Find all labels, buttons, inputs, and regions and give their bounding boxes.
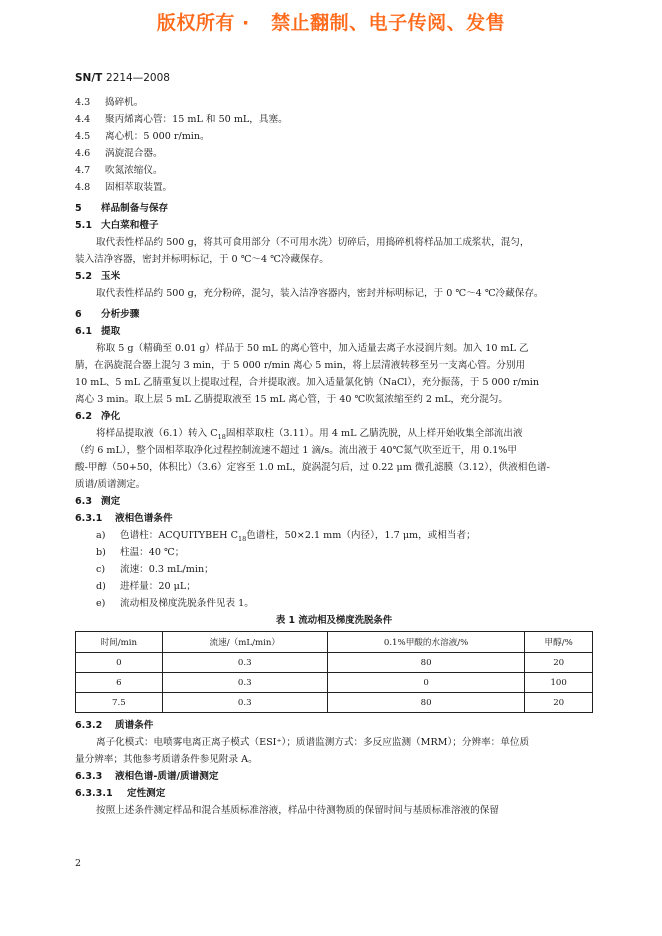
standard-header <box>75 72 170 84</box>
watermark-banner: 版权所有 · 禁止翻制、电子传阅、发售 <box>156 12 506 34</box>
table-cell: 80 <box>327 653 525 673</box>
equipment-item: 4.3 捣碎机。 <box>75 97 144 108</box>
table-cell: 0.3 <box>162 653 327 673</box>
subsection-heading: 6.3.3 液相色谱-质谱/质谱测定 <box>75 771 219 782</box>
gradient-table <box>75 631 593 713</box>
table-cell: 0 <box>327 673 525 693</box>
table-cell: 20 <box>525 653 593 673</box>
table-row <box>76 653 593 673</box>
table-cell: 7.5 <box>76 693 163 713</box>
paragraph: 按照上述条件测定样品和混合基质标准溶液，样品中待测物质的保留时间与基质标准溶液的保留 <box>96 805 499 816</box>
lc-conditions-list <box>75 527 593 612</box>
page-number: 2 <box>75 858 81 869</box>
condition-item: b) 柱温：40 ℃； <box>96 547 185 558</box>
table-cell: 0.3 <box>162 693 327 713</box>
condition-item: c) 流速：0.3 mL/min； <box>96 564 214 575</box>
table-header-cell: 时间/min <box>76 632 163 653</box>
subsection-heading: 6.3 测定 <box>75 496 121 507</box>
document-body <box>75 94 593 819</box>
equipment-list <box>75 94 593 196</box>
paragraph: 将样品提取液（6.1）转入 $C_{18}$固相萃取柱（3.11）。用 4 mL 乙腈洗脱，从上样开始收集全部流出液 （约 6 mL），整个固相萃取净化过程控制流速不超过 1 滴/s。流出液于 40℃氮气吹至近干，用 0.1%甲 酸-甲醇（50+50，体积比）（3.6）定容至 1.0 mL，旋涡混匀后，过 0.22 μm 微孔滤膜（3.12），供液相色谱- 质谱/质谱测定。 <box>75 428 550 490</box>
subsection-heading: 5.2 玉米 <box>75 271 121 282</box>
condition-item: d) 进样量：20 μL； <box>96 581 196 592</box>
table-header-cell: 流速/（mL/min） <box>162 632 327 653</box>
equipment-item: 4.7 吹氮浓缩仪。 <box>75 165 163 176</box>
condition-item: a) 色谱柱：ACQUITYBEH $C_{18}$色谱柱，50×2.1 mm（内径），1.7 μm，或相当者； <box>96 530 476 543</box>
table-cell: 100 <box>525 673 593 693</box>
table-row <box>76 673 593 693</box>
equipment-item: 4.5 离心机：5 000 r/min。 <box>75 131 210 142</box>
subsection-heading: 6.3.3.1 定性测定 <box>75 788 166 799</box>
section-heading: 6 分析步骤 <box>75 309 140 320</box>
equipment-item: 4.4 聚丙烯离心管：15 mL 和 50 mL，具塞。 <box>75 114 288 125</box>
subsection-heading: 6.1 提取 <box>75 326 121 337</box>
table-cell: 80 <box>327 693 525 713</box>
equipment-item: 4.6 涡旋混合器。 <box>75 148 163 159</box>
table-cell: 0.3 <box>162 673 327 693</box>
table-header-cell: 甲醇/% <box>525 632 593 653</box>
table-cell: 0 <box>76 653 163 673</box>
paragraph: 取代表性样品约 500 g，充分粉碎，混匀，装入洁净容器内，密封并标明标记，于 0 ℃～4 ℃冷藏保存。 <box>96 288 544 299</box>
subsection-heading: 6.2 净化 <box>75 411 121 422</box>
equipment-item: 4.8 固相萃取装置。 <box>75 182 173 193</box>
table-caption: 表 1 流动相及梯度洗脱条件 <box>275 615 393 626</box>
table-header-cell: 0.1%甲酸的水溶液/% <box>327 632 525 653</box>
paragraph: 离子化模式：电喷雾电离正离子模式（ESI⁺）；质谱监测方式：多反应监测（MRM）；分辨率：单位质 量分辨率；其他参考质谱条件参见附录 A。 <box>75 737 530 765</box>
paragraph: 取代表性样品约 500 g，将其可食用部分（不可用水洗）切碎后，用捣碎机将样品加工成浆状，混匀， 装入洁净容器，密封并标明标记，于 0 ℃～4 ℃冷藏保存。 <box>75 237 530 265</box>
subsection-heading: 5.1 大白菜和橙子 <box>75 220 159 231</box>
subsection-heading: 6.3.1 液相色谱条件 <box>75 513 173 524</box>
table-cell: 6 <box>76 673 163 693</box>
subsection-heading: 6.3.2 质谱条件 <box>75 720 154 731</box>
section-heading: 5 样品制备与保存 <box>75 203 169 214</box>
standard-code: SN/T <box>75 72 103 84</box>
table-cell: 20 <box>525 693 593 713</box>
table-row <box>76 693 593 713</box>
paragraph: 称取 5 g（精确至 0.01 g）样品于 50 mL 的离心管中，加入适量去离子水浸润片刻。加入 10 mL 乙 腈，在涡旋混合器上混匀 3 min，于 5 000 r/min 离心 5 min，将上层清液转移至另一支离心管。分别用 10 mL、5 mL 乙腈重复以上提取过程，合并提取液。加入适量氯化钠（NaCl），充分振荡，于 5 000 r/min 离心 3 min。取上层 5 mL 乙腈提取液至 15 mL 离心管，于 40 ℃吹氮浓缩至约 2 mL，充分混匀。 <box>75 343 540 405</box>
standard-number: 2214—2008 <box>106 72 170 84</box>
condition-item: e) 流动相及梯度洗脱条件见表 1。 <box>96 598 254 609</box>
